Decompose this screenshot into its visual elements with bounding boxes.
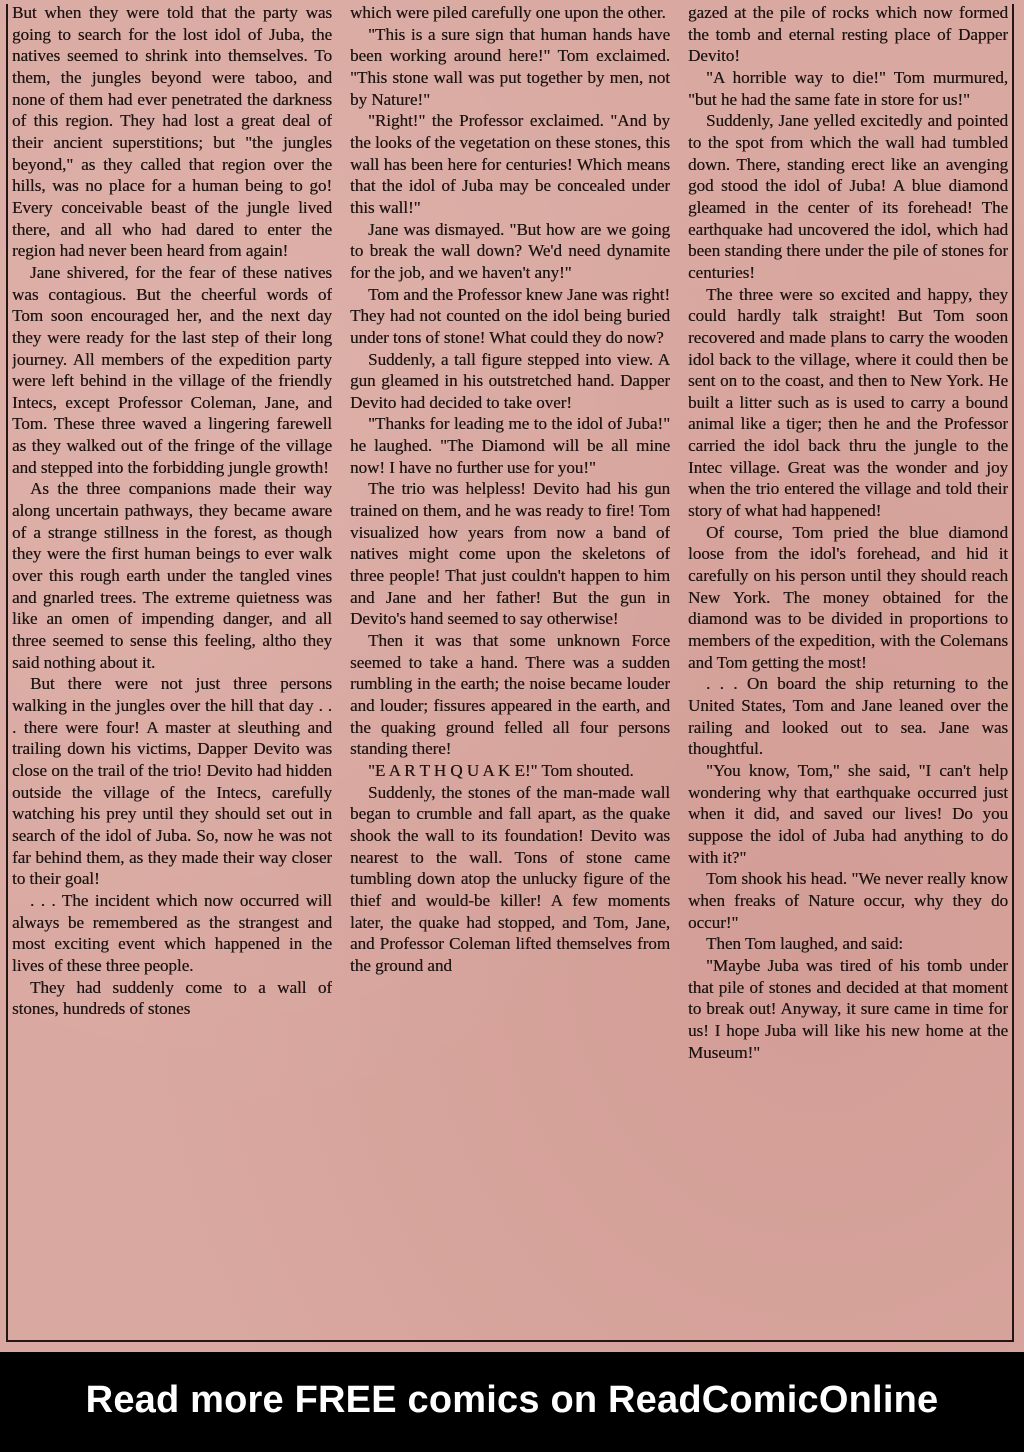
paragraph: "E A R T H Q U A K E!" Tom shouted. [368, 760, 634, 780]
paragraph: Tom and the Professor knew Jane was right! They had not counted on the idol being buried under tons of stone! What could they do now? [350, 284, 670, 347]
paragraph: Tom shook his head. "We never really know when freaks of Nature occur, why they do occur!" [688, 869, 1008, 932]
paragraph: "This is a sure sign that human hands have been working around here!" Tom exclaimed. "This stone wall was put together by men, not by Nature!" [350, 24, 670, 109]
promo-banner[interactable] [0, 1352, 1024, 1452]
article-columns [12, 2, 1008, 1342]
paragraph: Then Tom laughed, and said: [706, 934, 903, 954]
paragraph: Of course, Tom pried the blue diamond loose from the idol's forehead, and hid it carefully on his person until they should reach New York. The money obtained for the diamond was to be divided in proportions to members of the expedition, with the Colemans and Tom getting the most! [688, 522, 1008, 672]
paragraph: "You know, Tom," she said, "I can't help wondering why that earthquake occurred just when it did, and saved our lives! Do you suppose the idol of Juba had anything to do with it?" [688, 760, 1008, 867]
text-column-3 [688, 2, 1008, 1342]
paragraph: Jane shivered, for the fear of these natives was contagious. But the cheerful words of Tom soon encouraged her, and the next day they were ready for the last step of their long journey. All members of the expedition party were left behind in the village of the friendly Intecs, except Professor Coleman, Jane, and Tom. These three waved a lingering farewell as they walked out of the fringe of the village and stepped into the forbidding jungle growth! [12, 262, 332, 477]
paragraph: . . . The incident which now occurred will always be remembered as the strangest and most exciting event which happened in the lives of these three people. [12, 890, 332, 975]
paragraph: "Maybe Juba was tired of his tomb under that pile of stones and decided at that moment to break out! Anyway, it sure came in time for us! I hope Juba will like his new home at the Museum!" [688, 955, 1008, 1062]
paragraph: . . . On board the ship returning to the United States, Tom and Jane leaned over the railing and looked out to sea. Jane was thoughtful. [688, 674, 1008, 759]
paragraph: Suddenly, a tall figure stepped into view. A gun gleamed in his outstretched hand. Dapper Devito had decided to take over! [350, 349, 670, 412]
paragraph: But there were not just three persons walking in the jungles over the hill that day . . . there were four! A master at sleuthing and trailing down his victims, Dapper Devito was close on the trail of the trio! Devito had hidden outside the village of the Intecs, carefully watching his prey until they should set out in search of the idol of Juba. So, now he was not far behind them, as they made their way closer to their goal! [12, 674, 332, 889]
paragraph: But when they were told that the party was going to search for the lost idol of Juba, the natives seemed to shrink into themselves. To them, the jungles beyond were taboo, and none of them had ever penetrated the darkness of this region. They had lost a great deal of their ancient superstitions; but "the jungles beyond," as they called that region over the hills, was no place for a human being to go! Every conceivable beast of the jungle lived there, and all who had dared to enter the region had never been heard from again! [12, 3, 332, 261]
paragraph: Jane was dismayed. "But how are we going to break the wall down? We'd need dynamite for the job, and we haven't any!" [350, 219, 670, 282]
paragraph: They had suddenly come to a wall of stones, hundreds of stones [12, 977, 332, 1019]
paragraph: Suddenly, the stones of the man-made wall began to crumble and fall apart, as the quake shook the wall to its foundation! Devito was nearest to the wall. Tons of stone came tumbling down atop the unlucky figure of the thief and would-be killer! A few moments later, the quake had stopped, and Tom, Jane, and Professor Coleman lifted themselves from the ground and [350, 782, 670, 975]
paragraph: "A horrible way to die!" Tom murmured, "but he had the same fate in store for us!" [688, 67, 1008, 109]
promo-banner-text[interactable]: Read more FREE comics on ReadComicOnline [85, 1378, 939, 1421]
text-column-1 [12, 2, 332, 1342]
paragraph: Then it was that some unknown Force seemed to take a hand. There was a sudden rumbling in the earth; the noise became louder and louder; fissures appeared in the earth, and the quaking ground felled all four persons standing there! [350, 631, 670, 759]
text-column-2 [350, 2, 670, 1342]
paragraph: gazed at the pile of rocks which now formed the tomb and eternal resting place of Dapper Devito! [688, 3, 1008, 66]
paragraph: As the three companions made their way along uncertain pathways, they became aware of a strange stillness in the forest, as though they were the first human beings to ever walk over this rough earth under the tangled vines and gnarled trees. The extreme quietness was like an omen of impending danger, and all three seemed to sense this feeling, altho they said nothing about it. [12, 479, 332, 672]
paragraph: Suddenly, Jane yelled excitedly and pointed to the spot from which the wall had tumbled down. There, standing erect like an avenging god stood the idol of Juba! A blue diamond gleamed in the center of its forehead! The earthquake had uncovered the idol, which had been standing there under the pile of stones for centuries! [688, 111, 1008, 282]
paragraph: The trio was helpless! Devito had his gun trained on them, and he was ready to fire! Tom visualized how years from now a band of natives might come upon the skeletons of three people! That just couldn't happen to him and Jane and her father! But the gun in Devito's hand seemed to say otherwise! [350, 479, 670, 629]
paragraph: The three were so excited and happy, they could hardly talk straight! But Tom soon recovered and made plans to carry the wooden idol back to the village, where it could then be sent on to the coast, and then to New York. He built a litter such as is used to carry a bound animal like a tiger; then he and the Professor carried the idol back thru the jungle to the Intec village. Great was the wonder and joy when the trio entered the village and told their story of what had happened! [688, 284, 1008, 521]
paragraph: which were piled carefully one upon the other. [350, 3, 666, 22]
paragraph: "Thanks for leading me to the idol of Juba!" he laughed. "The Diamond will be all mine now! I have no further use for you!" [350, 414, 670, 477]
paragraph: "Right!" the Professor exclaimed. "And by the looks of the vegetation on these stones, this wall has been here for centuries! Which means that the idol of Juba may be concealed under this wall!" [350, 111, 670, 217]
